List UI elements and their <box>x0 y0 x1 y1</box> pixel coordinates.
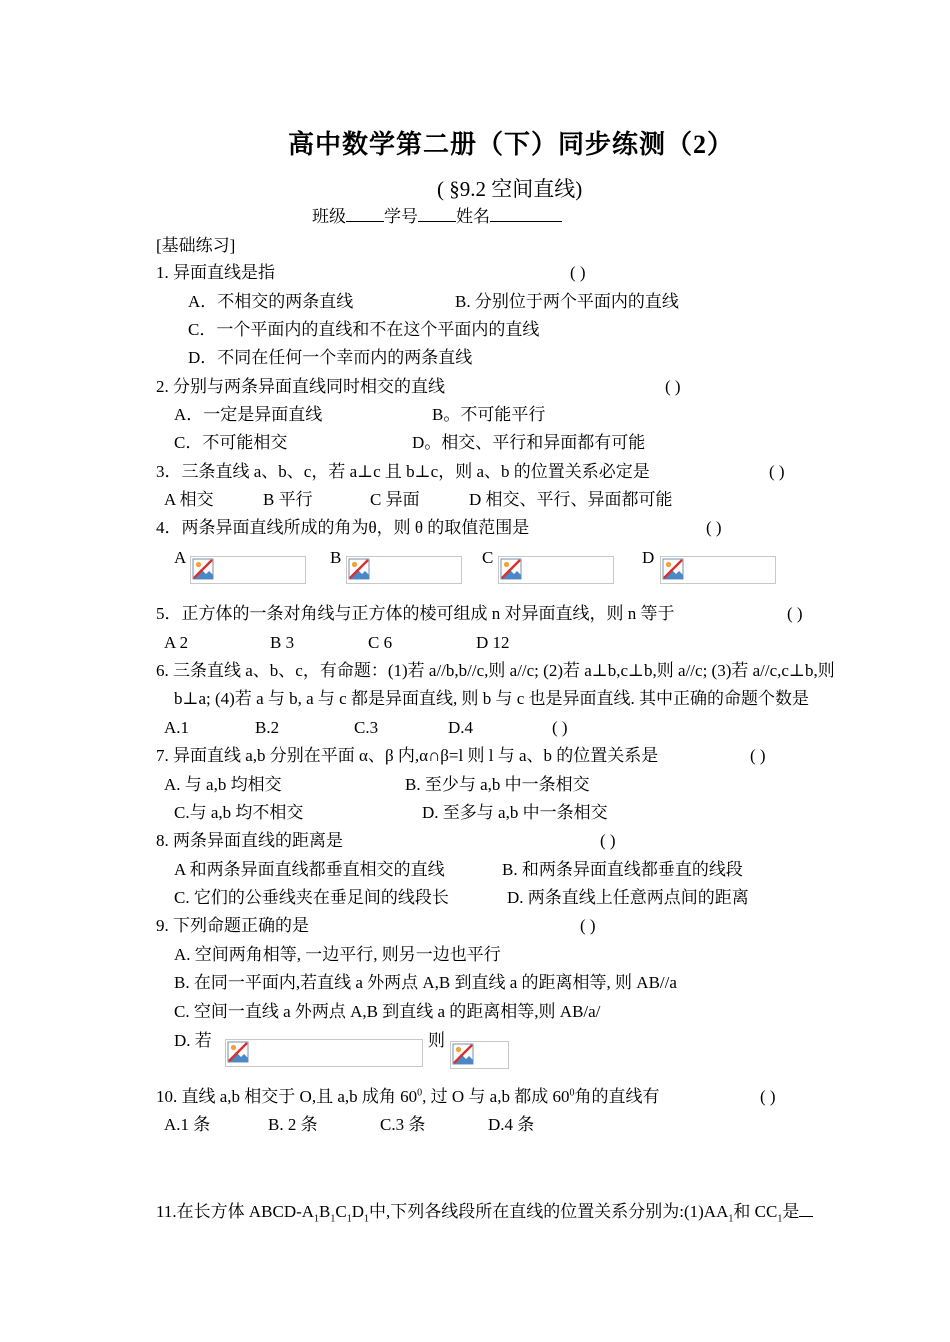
q4-answer-paren[interactable]: ( ) <box>706 518 722 537</box>
q9-option-a: A. 空间两角相等, 一边平行, 则另一边也平行 <box>174 945 501 964</box>
q6-answer-paren[interactable]: ( ) <box>552 718 568 737</box>
q11-part4: D <box>351 1202 365 1221</box>
q8-option-d: D. 两条直线上任意两点间的距离 <box>507 888 749 907</box>
q11-part5: 中,下列各线段所在直线的位置关系分别为:(1)AA <box>369 1202 729 1221</box>
q10-option-c: C.3 条 <box>380 1115 426 1134</box>
q1-stem: 1. 异面直线是指 <box>156 263 275 282</box>
q2-option-c: C．不可能相交 <box>174 433 288 452</box>
q7-option-b: B. 至少与 a,b 中一条相交 <box>405 775 590 794</box>
q7-answer-paren[interactable]: ( ) <box>750 746 766 765</box>
broken-image-icon <box>662 558 684 580</box>
subscript-1: 1 <box>777 1213 783 1225</box>
name-label: 姓名 <box>456 207 490 226</box>
q7-stem: 7. 异面直线 a,b 分别在平面 α、β 内,α∩β=l 则 l 与 a、b 的位置关系是 <box>156 746 659 765</box>
page-title: 高中数学第二册（下）同步练测（2） <box>288 130 735 159</box>
broken-image-icon <box>227 1041 249 1063</box>
q1-answer-paren[interactable]: ( ) <box>570 263 586 282</box>
q8-option-c: C. 它们的公垂线夹在垂足间的线段长 <box>174 888 449 907</box>
degree-superscript: 0 <box>417 1087 423 1099</box>
q10-stem-part1: 10. 直线 a,b 相交于 O,且 a,b 成角 60 <box>156 1087 418 1106</box>
q9-option-c: C. 空间一直线 a 外两点 A,B 到直线 a 的距离相等,则 AB/a/ <box>174 1002 601 1021</box>
q6-stem-line1: 6. 三条直线 a、b、c，有命题：(1)若 a//b,b//c,则 a//c; (2)若 a⊥b,c⊥b,则 a//c; (3)若 a//c,c⊥b,则 <box>156 661 835 680</box>
q10-option-b: B. 2 条 <box>268 1115 318 1134</box>
q2-option-d: D。相交、平行和异面都有可能 <box>412 433 646 452</box>
q11-part2: B <box>319 1202 331 1221</box>
q6-stem-line2: b⊥a; (4)若 a 与 b, a 与 c 都是异面直线, 则 b 与 c 也是异面直线. 其中正确的命题个数是 <box>174 689 810 708</box>
subscript-1: 1 <box>346 1213 352 1225</box>
q1-option-c: C．一个平面内的直线和不在这个平面内的直线 <box>188 320 540 339</box>
q4-option-b-label: B <box>330 548 342 567</box>
q9-option-b: B. 在同一平面内,若直线 a 外两点 A,B 到直线 a 的距离相等, 则 AB//a <box>174 973 677 992</box>
q2-stem: 2. 分别与两条异面直线同时相交的直线 <box>156 377 445 396</box>
broken-image-icon <box>452 1043 474 1065</box>
q7-option-a: A. 与 a,b 均相交 <box>164 775 282 794</box>
student-info-line <box>312 205 562 228</box>
q3-option-a: A 相交 <box>164 490 214 509</box>
q3-answer-paren[interactable]: ( ) <box>769 462 785 481</box>
q10-option-a: A.1 条 <box>164 1115 211 1134</box>
q8-stem: 8. 两条异面直线的距离是 <box>156 831 343 850</box>
q6-option-d: D.4 <box>448 718 474 737</box>
q2-option-b: B。不可能平行 <box>432 405 546 424</box>
q8-option-a: A 和两条异面直线都垂直相交的直线 <box>174 860 445 879</box>
q11-stem <box>156 1200 813 1223</box>
q11-part1: 11.在长方体 ABCD-A <box>156 1202 315 1221</box>
q11-answer-blank[interactable] <box>799 1200 813 1217</box>
q6-option-c: C.3 <box>354 718 379 737</box>
class-label: 班级 <box>312 207 346 226</box>
q3-stem: 3．三条直线 a、b、c，若 a⊥c 且 b⊥c，则 a、b 的位置关系必定是 <box>156 462 650 481</box>
subscript-1: 1 <box>728 1213 734 1225</box>
q2-answer-paren[interactable]: ( ) <box>665 377 681 396</box>
section-heading-basic: [基础练习] <box>156 236 236 255</box>
q7-option-c: C.与 a,b 均不相交 <box>174 803 304 822</box>
q9-option-d-formula-image <box>225 1039 423 1067</box>
q2-option-a: A．一定是异面直线 <box>174 405 323 424</box>
q10-stem-part3: 角的直线有 <box>574 1087 660 1106</box>
q10-answer-paren[interactable]: ( ) <box>760 1087 776 1106</box>
subscript-1: 1 <box>364 1213 370 1225</box>
broken-image-icon <box>348 558 370 580</box>
subscript-1: 1 <box>330 1213 336 1225</box>
q5-option-d: D 12 <box>476 633 510 652</box>
subscript-1: 1 <box>314 1213 320 1225</box>
q3-option-d: D 相交、平行、异面都可能 <box>469 490 673 509</box>
q4-stem: 4．两条异面直线所成的角为θ，则 θ 的取值范围是 <box>156 518 530 537</box>
q4-option-a-label: A <box>174 548 187 567</box>
q6-option-b: B.2 <box>255 718 280 737</box>
q10-option-d: D.4 条 <box>488 1115 535 1134</box>
q9-option-d-then: 则 <box>428 1031 445 1050</box>
q5-stem: 5．正方体的一条对角线与正方体的棱可组成 n 对异面直线，则 n 等于 <box>156 604 675 623</box>
q5-option-c: C 6 <box>368 633 393 652</box>
broken-image-icon <box>192 558 214 580</box>
q5-answer-paren[interactable]: ( ) <box>787 604 803 623</box>
q4-option-c-label: C <box>482 548 494 567</box>
id-label: 学号 <box>384 207 418 226</box>
q5-option-b: B 3 <box>270 633 295 652</box>
q3-option-c: C 异面 <box>370 490 420 509</box>
q8-option-b: B. 和两条异面直线都垂直的线段 <box>502 860 743 879</box>
q8-answer-paren[interactable]: ( ) <box>600 831 616 850</box>
q10-stem <box>156 1086 659 1108</box>
q4-option-d-label: D <box>642 548 655 567</box>
class-blank[interactable] <box>346 205 384 222</box>
broken-image-icon <box>500 558 522 580</box>
q1-option-b: B. 分别位于两个平面内的直线 <box>455 292 679 311</box>
id-blank[interactable] <box>418 205 456 222</box>
q5-option-a: A 2 <box>164 633 189 652</box>
degree-superscript: 0 <box>569 1087 575 1099</box>
q9-answer-paren[interactable]: ( ) <box>580 916 596 935</box>
q10-stem-part2: , 过 O 与 a,b 都成 60 <box>422 1087 570 1106</box>
q11-part3: C <box>335 1202 347 1221</box>
name-blank[interactable] <box>490 205 562 222</box>
q9-option-d-prefix: D. 若 <box>174 1031 212 1050</box>
q9-stem: 9. 下列命题正确的是 <box>156 916 309 935</box>
q1-option-d: D．不同在任何一个幸而内的两条直线 <box>188 348 473 367</box>
q3-option-b: B 平行 <box>263 490 313 509</box>
q6-option-a: A.1 <box>164 718 190 737</box>
page-subtitle: ( §9.2 空间直线) <box>437 177 583 201</box>
q11-part7: 是 <box>782 1202 800 1221</box>
q1-option-a: A．不相交的两条直线 <box>188 292 354 311</box>
q7-option-d: D. 至多与 a,b 中一条相交 <box>422 803 608 822</box>
q11-part6: 和 CC <box>733 1202 778 1221</box>
